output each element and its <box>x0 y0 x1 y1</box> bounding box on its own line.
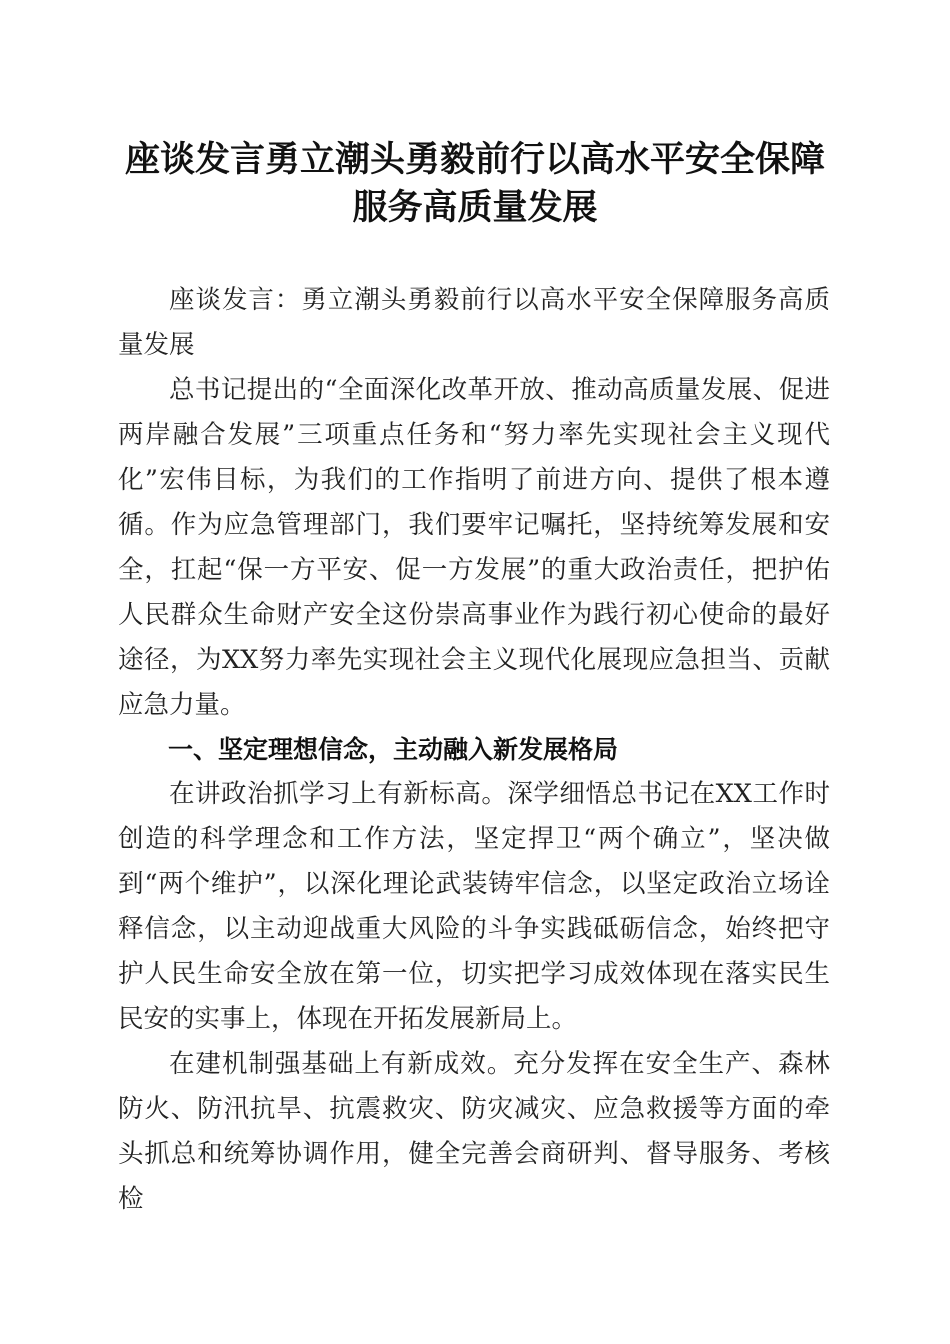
title-line-2: 服务高质量发展 <box>352 187 598 228</box>
document-body <box>118 278 830 1222</box>
title-line-1: 座谈发言勇立潮头勇毅前行以高水平安全保障 <box>124 139 825 180</box>
paragraph-3: 在建机制强基础上有新成效。充分发挥在安全生产、森林防火、防汛抗旱、抗震救灾、防灾减灾、应急救援等方面的牵头抓总和统筹协调作用，健全完善会商研判、督导服务、考核检 <box>118 1049 830 1214</box>
section-heading-1: 一、坚定理想信念，主动融入新发展格局 <box>168 735 619 764</box>
document-title <box>110 136 840 232</box>
intro-paragraph: 座谈发言：勇立潮头勇毅前行以高水平安全保障服务高质量发展 <box>118 285 830 360</box>
paragraph-2: 在讲政治抓学习上有新标高。深学细悟总书记在XX工作时创造的科学理念和工作方法，坚定捍卫“两个确立”，坚决做到“两个维护”，以深化理论武装铸牢信念，以坚定政治立场诠释信念，以主动迎战重大风险的斗争实践砥砺信念，始终把守护人民生命安全放在第一位，切实把学习成效体现在落实民生民安的实事上，体现在开拓发展新局上。 <box>118 779 830 1034</box>
paragraph-1: 总书记提出的“全面深化改革开放、推动高质量发展、促进两岸融合发展”三项重点任务和“努力率先实现社会主义现代化”宏伟目标，为我们的工作指明了前进方向、提供了根本遵循。作为应急管理部门，我们要牢记嘱托，坚持统筹发展和安全，扛起“保一方平安、促一方发展”的重大政治责任，把护佑人民群众生命财产安全这份崇高事业作为践行初心使命的最好途径，为XX努力率先实现社会主义现代化展现应急担当、贡献应急力量。 <box>118 375 830 720</box>
